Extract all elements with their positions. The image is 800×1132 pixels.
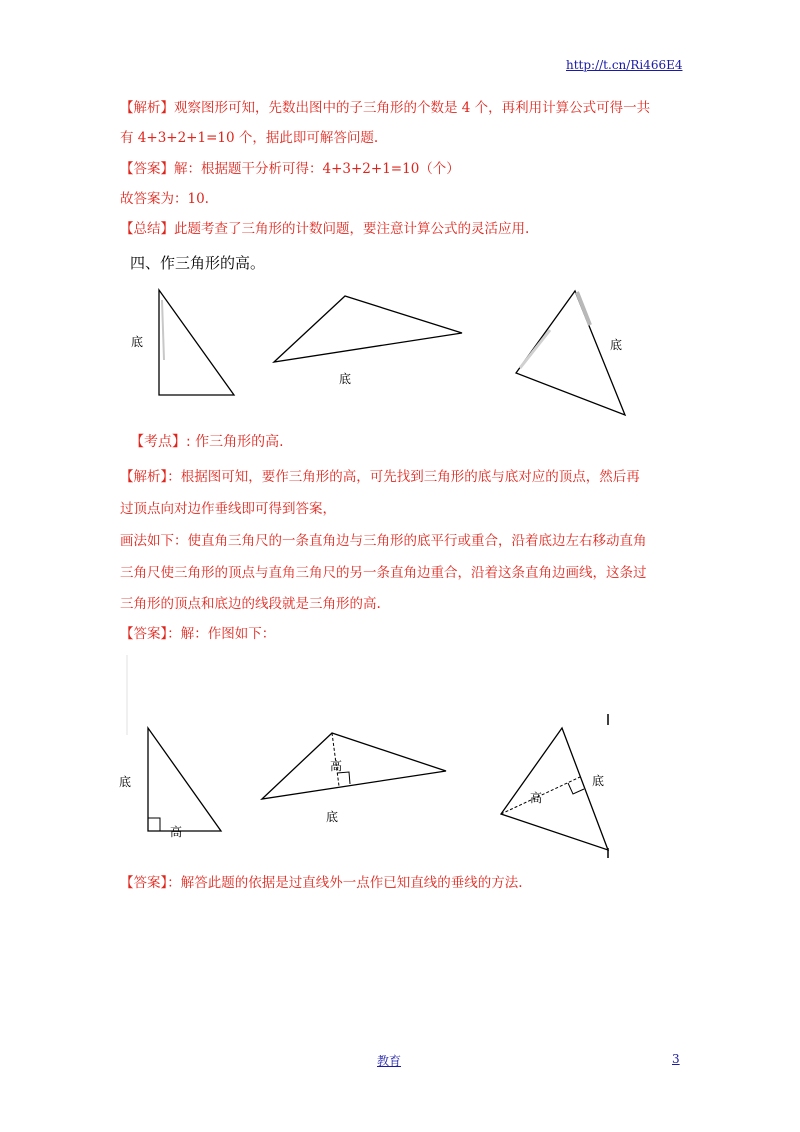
- header-url[interactable]: http://t.cn/Ri466E4: [566, 58, 683, 72]
- method-line-2: 三角尺使三角形的顶点与直角三角尺的另一条直角边重合，沿着这条直角边画线，这条过: [120, 565, 647, 581]
- answer-label-gao-3: 高: [530, 791, 543, 805]
- answer-line: 【答案】解：根据题干分析可得：4+3+2+1=10（个）: [120, 161, 460, 177]
- label-di-1: 底: [131, 335, 144, 349]
- kaodian-line: 【考点】: 作三角形的高.: [130, 434, 284, 450]
- answer-label-gao-2: 高: [330, 759, 343, 773]
- footer-link[interactable]: 教育: [377, 1054, 402, 1068]
- method-line-1: 画法如下：使直角三角尺的一条直角边与三角形的底平行或重合，沿着底边左右移动直角: [120, 533, 647, 549]
- answer-label-di-2: 底: [326, 810, 339, 824]
- answer-triangle-2: [262, 733, 446, 799]
- answer-line-2: 故答案为：10.: [120, 191, 209, 207]
- analysis2-line-1: 【解析】：根据图可知，要作三角形的高，可先找到三角形的底与底对应的顶点，然后再: [120, 469, 640, 485]
- answer2-line: 【答案】：解：作图如下：: [120, 626, 276, 642]
- answer-triangle-1: [148, 728, 221, 831]
- answer-label-gao-1: 高: [170, 825, 183, 839]
- analysis-line-2: 有 4+3+2+1=10 个，据此即可解答问题.: [120, 130, 379, 146]
- answer-label-di-3: 底: [592, 774, 605, 788]
- answer-triangle-3: [501, 728, 608, 850]
- label-di-2: 底: [339, 372, 352, 386]
- analysis2-line-2: 过顶点向对边作垂线即可得到答案，: [120, 501, 336, 517]
- page-number: 3: [672, 1052, 680, 1066]
- analysis-line-1: 【解析】观察图形可知，先数出图中的子三角形的个数是 4 个，再利用计算公式可得一共: [120, 100, 651, 116]
- label-di-3: 底: [610, 338, 623, 352]
- answer3-line: 【答案】：解答此题的依据是过直线外一点作已知直线的垂线的方法.: [120, 875, 523, 891]
- section-title: 四、作三角形的高。: [130, 254, 266, 272]
- summary-line: 【总结】此题考查了三角形的计数问题，要注意计算公式的灵活应用.: [120, 221, 530, 237]
- answer-label-di-1: 底: [119, 775, 132, 789]
- method-line-3: 三角形的顶点和底边的线段就是三角形的高.: [120, 596, 381, 612]
